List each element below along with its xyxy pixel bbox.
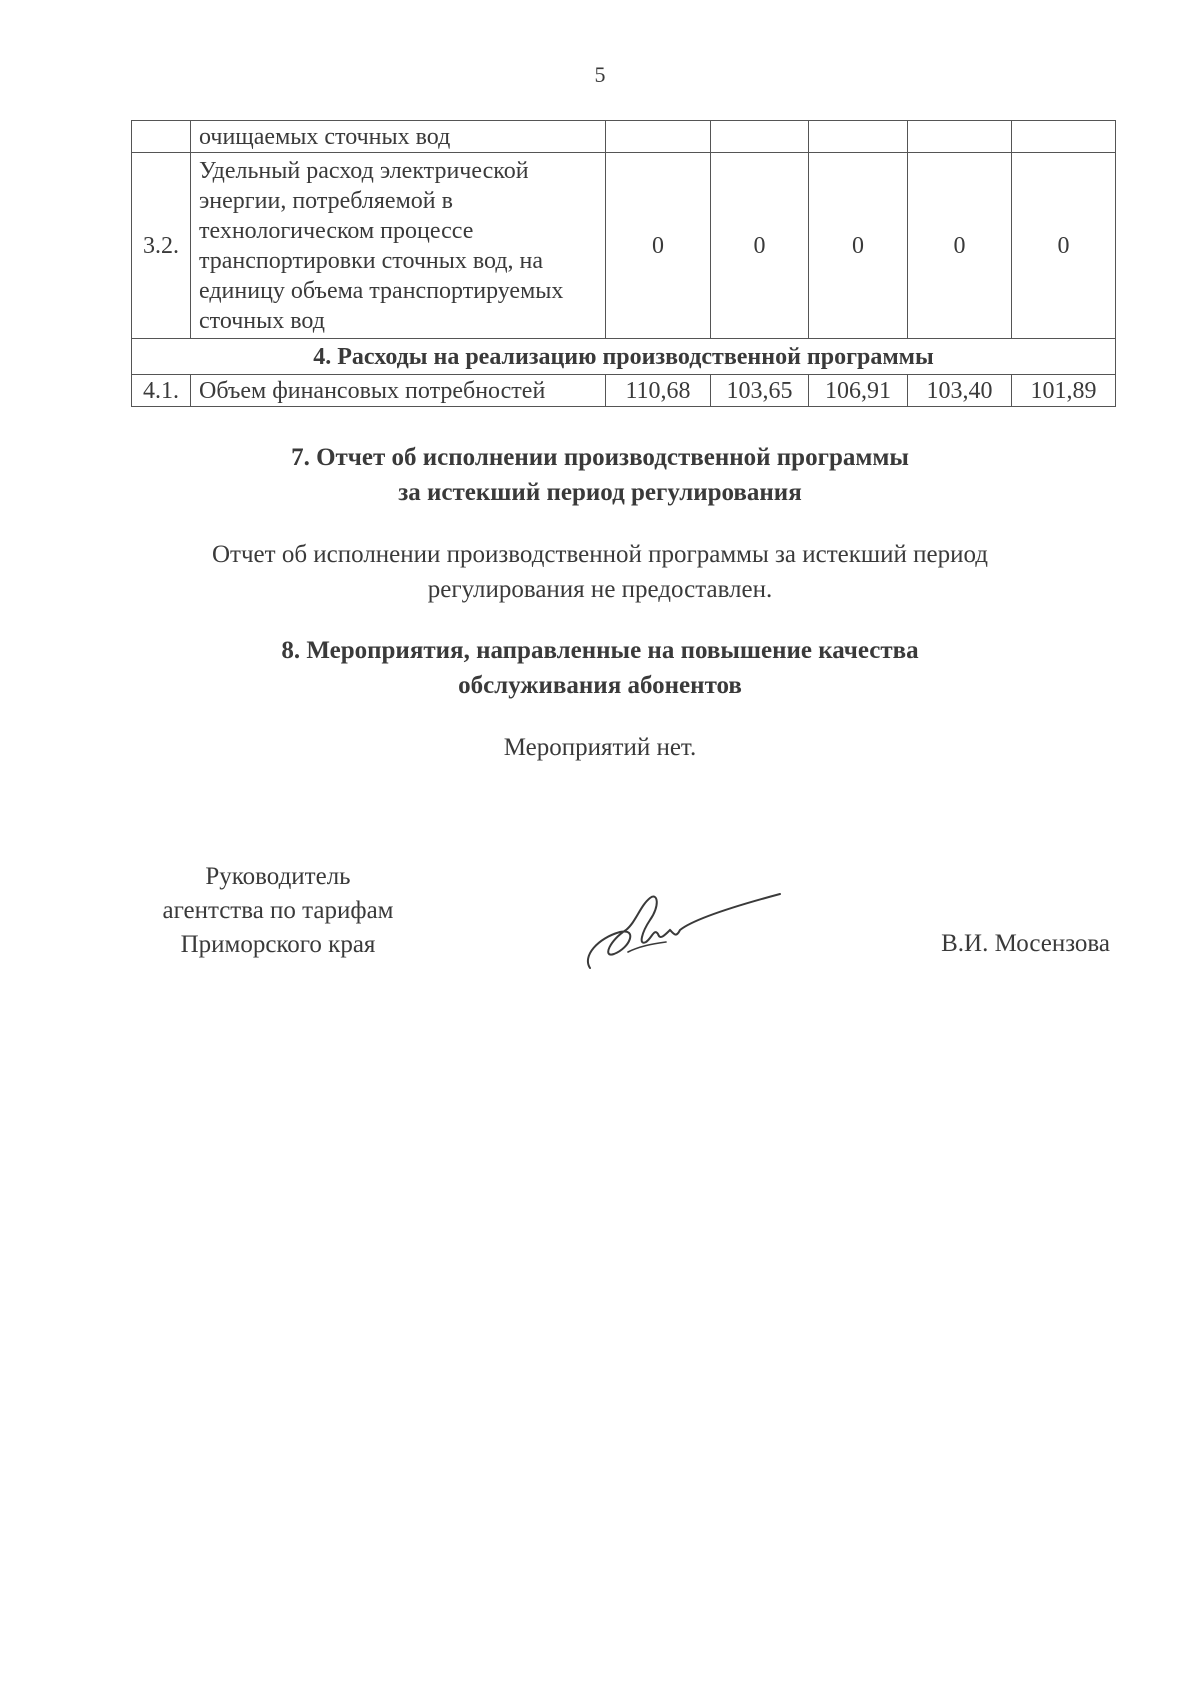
section-7-text-line: регулирования не предоставлен. — [427, 576, 773, 603]
page-number: 5 — [594, 62, 606, 87]
row-name: Удельный расход электрической энергии, потребляемой в технологическом процессе транспортировки сточных вод, на единицу объема транспортируемых сточных вод — [191, 153, 606, 339]
signer-position-line: агентства по тарифам — [162, 897, 394, 924]
section-7-title-line: за истекший период регулирования — [398, 479, 802, 506]
value-cell — [606, 121, 711, 153]
section-8-title-line: 8. Мероприятия, направленные на повышение качества — [281, 637, 919, 664]
value-cell: 103,65 — [711, 375, 809, 407]
signer-position — [138, 860, 418, 962]
section-7-text-line: Отчет об исполнении производственной программы за истекший период — [212, 541, 988, 568]
signer-position-line: Приморского края — [180, 931, 376, 958]
value-cell — [908, 121, 1012, 153]
table-row — [132, 153, 1116, 339]
value-cell: 0 — [1012, 153, 1116, 339]
value-cell: 106,91 — [809, 375, 908, 407]
value-cell: 0 — [809, 153, 908, 339]
row-index: 4.1. — [132, 375, 191, 407]
row-name: очищаемых сточных вод — [191, 121, 606, 153]
signer-position-line: Руководитель — [205, 863, 351, 890]
table-row — [132, 121, 1116, 153]
production-program-table — [131, 120, 1116, 407]
table-section-row — [132, 339, 1116, 375]
section-7-title-line: 7. Отчет об исполнении производственной программы — [291, 444, 909, 471]
value-cell: 0 — [908, 153, 1012, 339]
value-cell: 0 — [711, 153, 809, 339]
section-8-title-line: обслуживания абонентов — [458, 672, 742, 699]
row-index: 3.2. — [132, 153, 191, 339]
value-cell: 101,89 — [1012, 375, 1116, 407]
section-7-heading — [0, 440, 1200, 510]
value-cell: 110,68 — [606, 375, 711, 407]
section-8-heading — [0, 633, 1200, 703]
value-cell — [711, 121, 809, 153]
value-cell — [1012, 121, 1116, 153]
value-cell — [809, 121, 908, 153]
section-8-text: Мероприятий нет. — [503, 734, 697, 761]
signer-name: В.И. Мосензова — [941, 930, 1110, 957]
handwritten-signature — [580, 876, 790, 976]
row-name: Объем финансовых потребностей — [191, 375, 606, 407]
section-4-title: 4. Расходы на реализацию производственной программы — [132, 339, 1116, 375]
row-index — [132, 121, 191, 153]
value-cell: 0 — [606, 153, 711, 339]
section-7-text — [0, 537, 1200, 607]
table-row — [132, 375, 1116, 407]
value-cell: 103,40 — [908, 375, 1012, 407]
